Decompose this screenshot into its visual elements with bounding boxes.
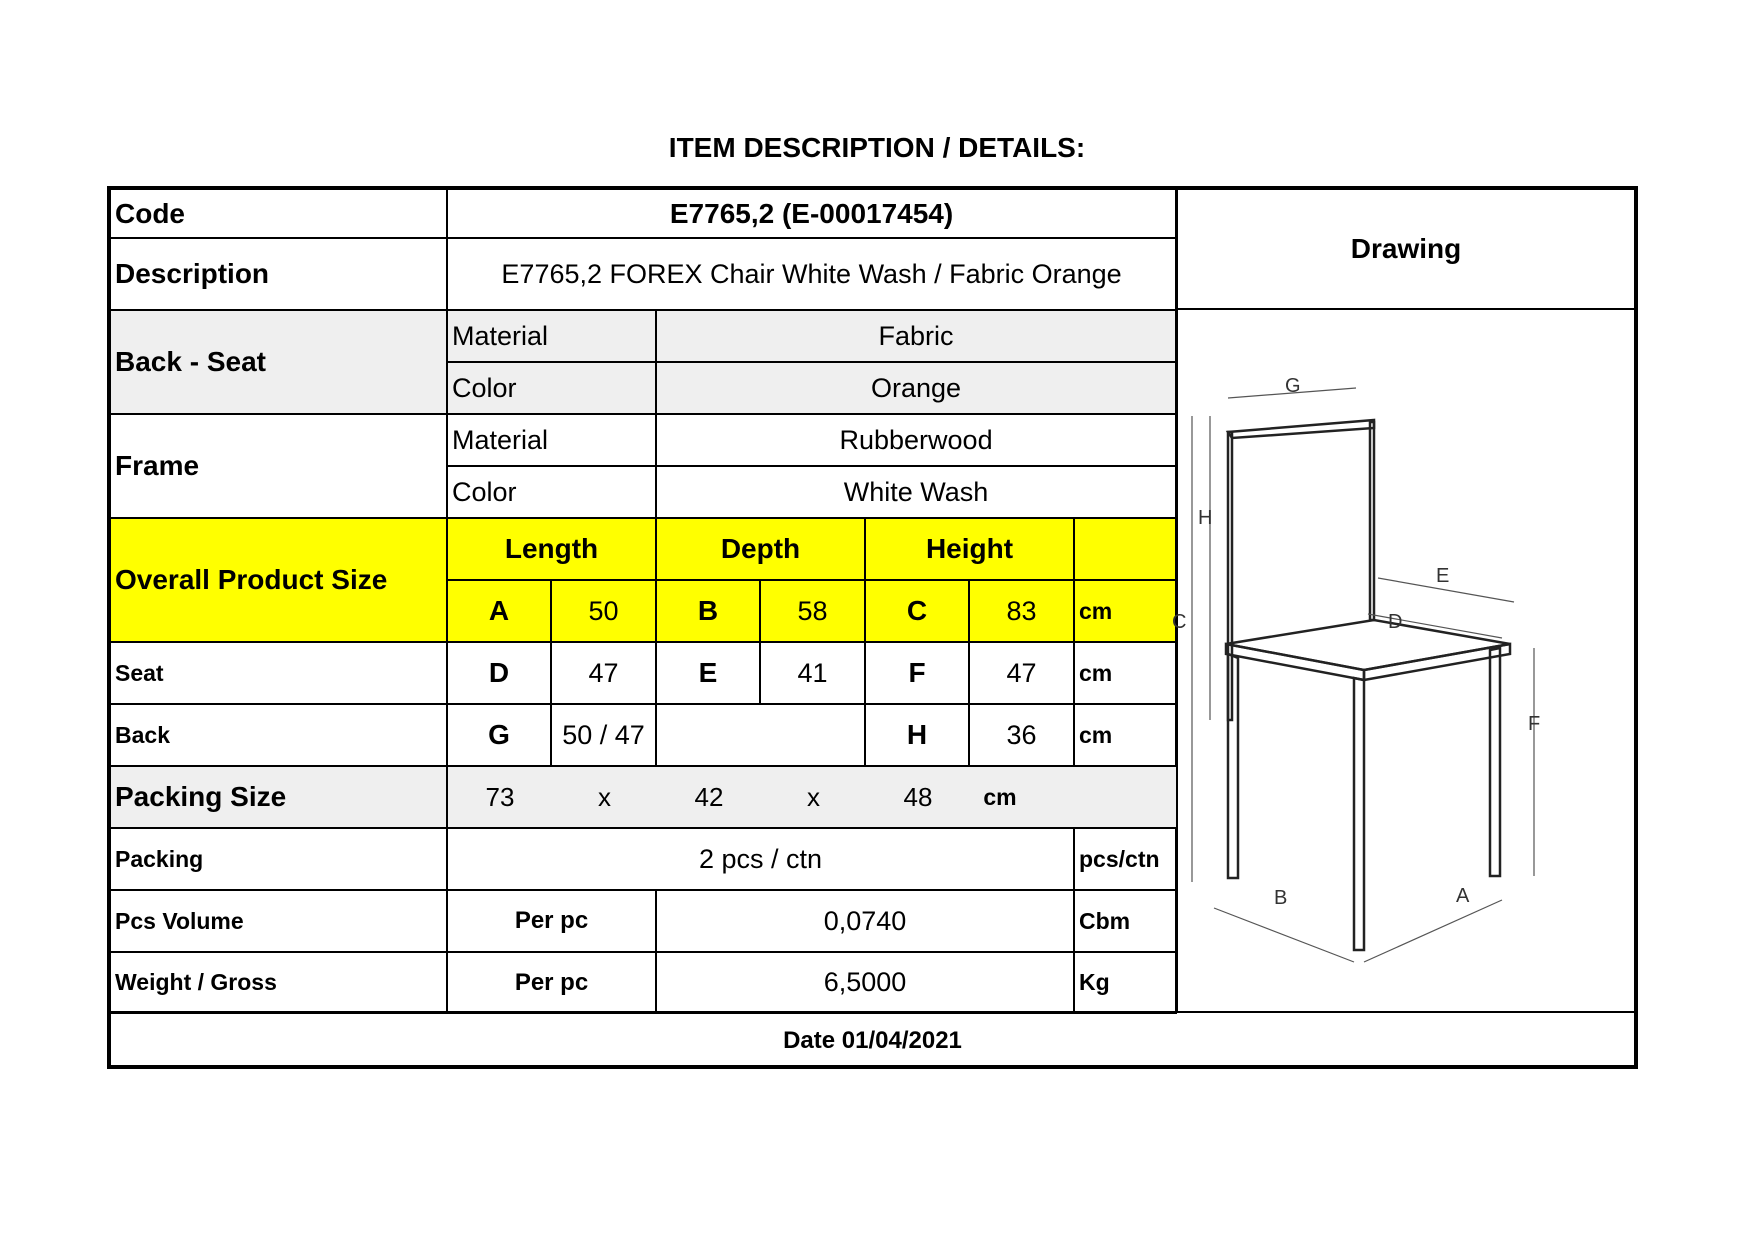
label-g: G bbox=[1285, 375, 1301, 397]
frame-material-label: Material bbox=[447, 414, 656, 466]
dim-letter-b: B bbox=[656, 580, 760, 642]
spec-table bbox=[111, 190, 1177, 1014]
weight-per: Per pc bbox=[447, 952, 656, 1013]
weight-label: Weight / Gross bbox=[111, 952, 447, 1013]
frame-color-label: Color bbox=[447, 466, 656, 518]
seat-label: Seat bbox=[111, 642, 447, 704]
dim-value-c: 83 bbox=[969, 580, 1074, 642]
drawing-header: Drawing bbox=[1176, 190, 1634, 310]
frame-material-value: Rubberwood bbox=[656, 414, 1176, 466]
height-header: Height bbox=[865, 518, 1074, 580]
length-header: Length bbox=[447, 518, 656, 580]
dim-value-g: 50 / 47 bbox=[551, 704, 656, 766]
packing-label: Packing bbox=[111, 828, 447, 890]
label-h: H bbox=[1198, 507, 1213, 529]
packing-x2: x bbox=[807, 781, 820, 812]
pcs-volume-value: 0,0740 bbox=[656, 890, 1074, 952]
packing-size-label: Packing Size bbox=[111, 766, 447, 828]
dim-letter-f: F bbox=[865, 642, 969, 704]
dim-letter-h: H bbox=[865, 704, 969, 766]
weight-value: 6,5000 bbox=[656, 952, 1074, 1013]
back-seat-color-label: Color bbox=[447, 362, 656, 414]
date-footer: Date 01/04/2021 bbox=[111, 1011, 1634, 1069]
drawing-panel bbox=[1172, 310, 1634, 1011]
back-seat-material-value: Fabric bbox=[656, 310, 1176, 362]
packing-value: 2 pcs / ctn bbox=[447, 828, 1074, 890]
packing-height: 48 bbox=[903, 781, 933, 812]
dim-value-d: 47 bbox=[551, 642, 656, 704]
label-b: B bbox=[1274, 887, 1288, 909]
dim-value-f: 47 bbox=[969, 642, 1074, 704]
overall-unit: cm bbox=[1074, 580, 1176, 642]
label-d: D bbox=[1388, 611, 1403, 633]
depth-header: Depth bbox=[656, 518, 865, 580]
dim-letter-c: C bbox=[865, 580, 969, 642]
dim-value-e: 41 bbox=[760, 642, 865, 704]
packing-x1: x bbox=[598, 781, 611, 812]
back-unit: cm bbox=[1074, 704, 1176, 766]
back-seat-label: Back - Seat bbox=[111, 310, 447, 414]
packing-width: 42 bbox=[694, 781, 724, 812]
pcs-volume-unit: Cbm bbox=[1074, 890, 1176, 952]
frame-label: Frame bbox=[111, 414, 447, 518]
back-label: Back bbox=[111, 704, 447, 766]
label-e: E bbox=[1436, 565, 1450, 587]
dim-letter-g: G bbox=[447, 704, 551, 766]
label-c: C bbox=[1172, 611, 1187, 633]
seat-unit: cm bbox=[1074, 642, 1176, 704]
dim-letter-e: E bbox=[656, 642, 760, 704]
description-value: E7765,2 FOREX Chair White Wash / Fabric Orange bbox=[447, 238, 1176, 310]
frame-color-value: White Wash bbox=[656, 466, 1176, 518]
packing-size-values bbox=[447, 766, 1176, 828]
back-seat-material-label: Material bbox=[447, 310, 656, 362]
dim-letter-a: A bbox=[447, 580, 551, 642]
code-label: Code bbox=[111, 190, 447, 238]
packing-unit: pcs/ctn bbox=[1074, 828, 1176, 890]
page-title: ITEM DESCRIPTION / DETAILS: bbox=[668, 132, 1086, 163]
dim-value-b: 58 bbox=[760, 580, 865, 642]
code-value: E7765,2 (E-00017454) bbox=[447, 190, 1176, 238]
chair-drawing bbox=[1172, 310, 1634, 1010]
back-empty-cell bbox=[656, 704, 865, 766]
description-label: Description bbox=[111, 238, 447, 310]
overall-size-label: Overall Product Size bbox=[111, 518, 447, 642]
chair-outline bbox=[1226, 420, 1510, 950]
overall-unit-header bbox=[1074, 518, 1176, 580]
packing-length: 73 bbox=[485, 781, 515, 812]
spec-sheet bbox=[107, 186, 1638, 1069]
dim-value-a: 50 bbox=[551, 580, 656, 642]
back-seat-color-value: Orange bbox=[656, 362, 1176, 414]
label-f: F bbox=[1528, 713, 1541, 735]
dim-value-h: 36 bbox=[969, 704, 1074, 766]
pcs-volume-per: Per pc bbox=[447, 890, 656, 952]
packing-size-unit: cm bbox=[983, 783, 1017, 810]
weight-unit: Kg bbox=[1074, 952, 1176, 1013]
pcs-volume-label: Pcs Volume bbox=[111, 890, 447, 952]
label-a: A bbox=[1456, 885, 1470, 907]
dim-letter-d: D bbox=[447, 642, 551, 704]
